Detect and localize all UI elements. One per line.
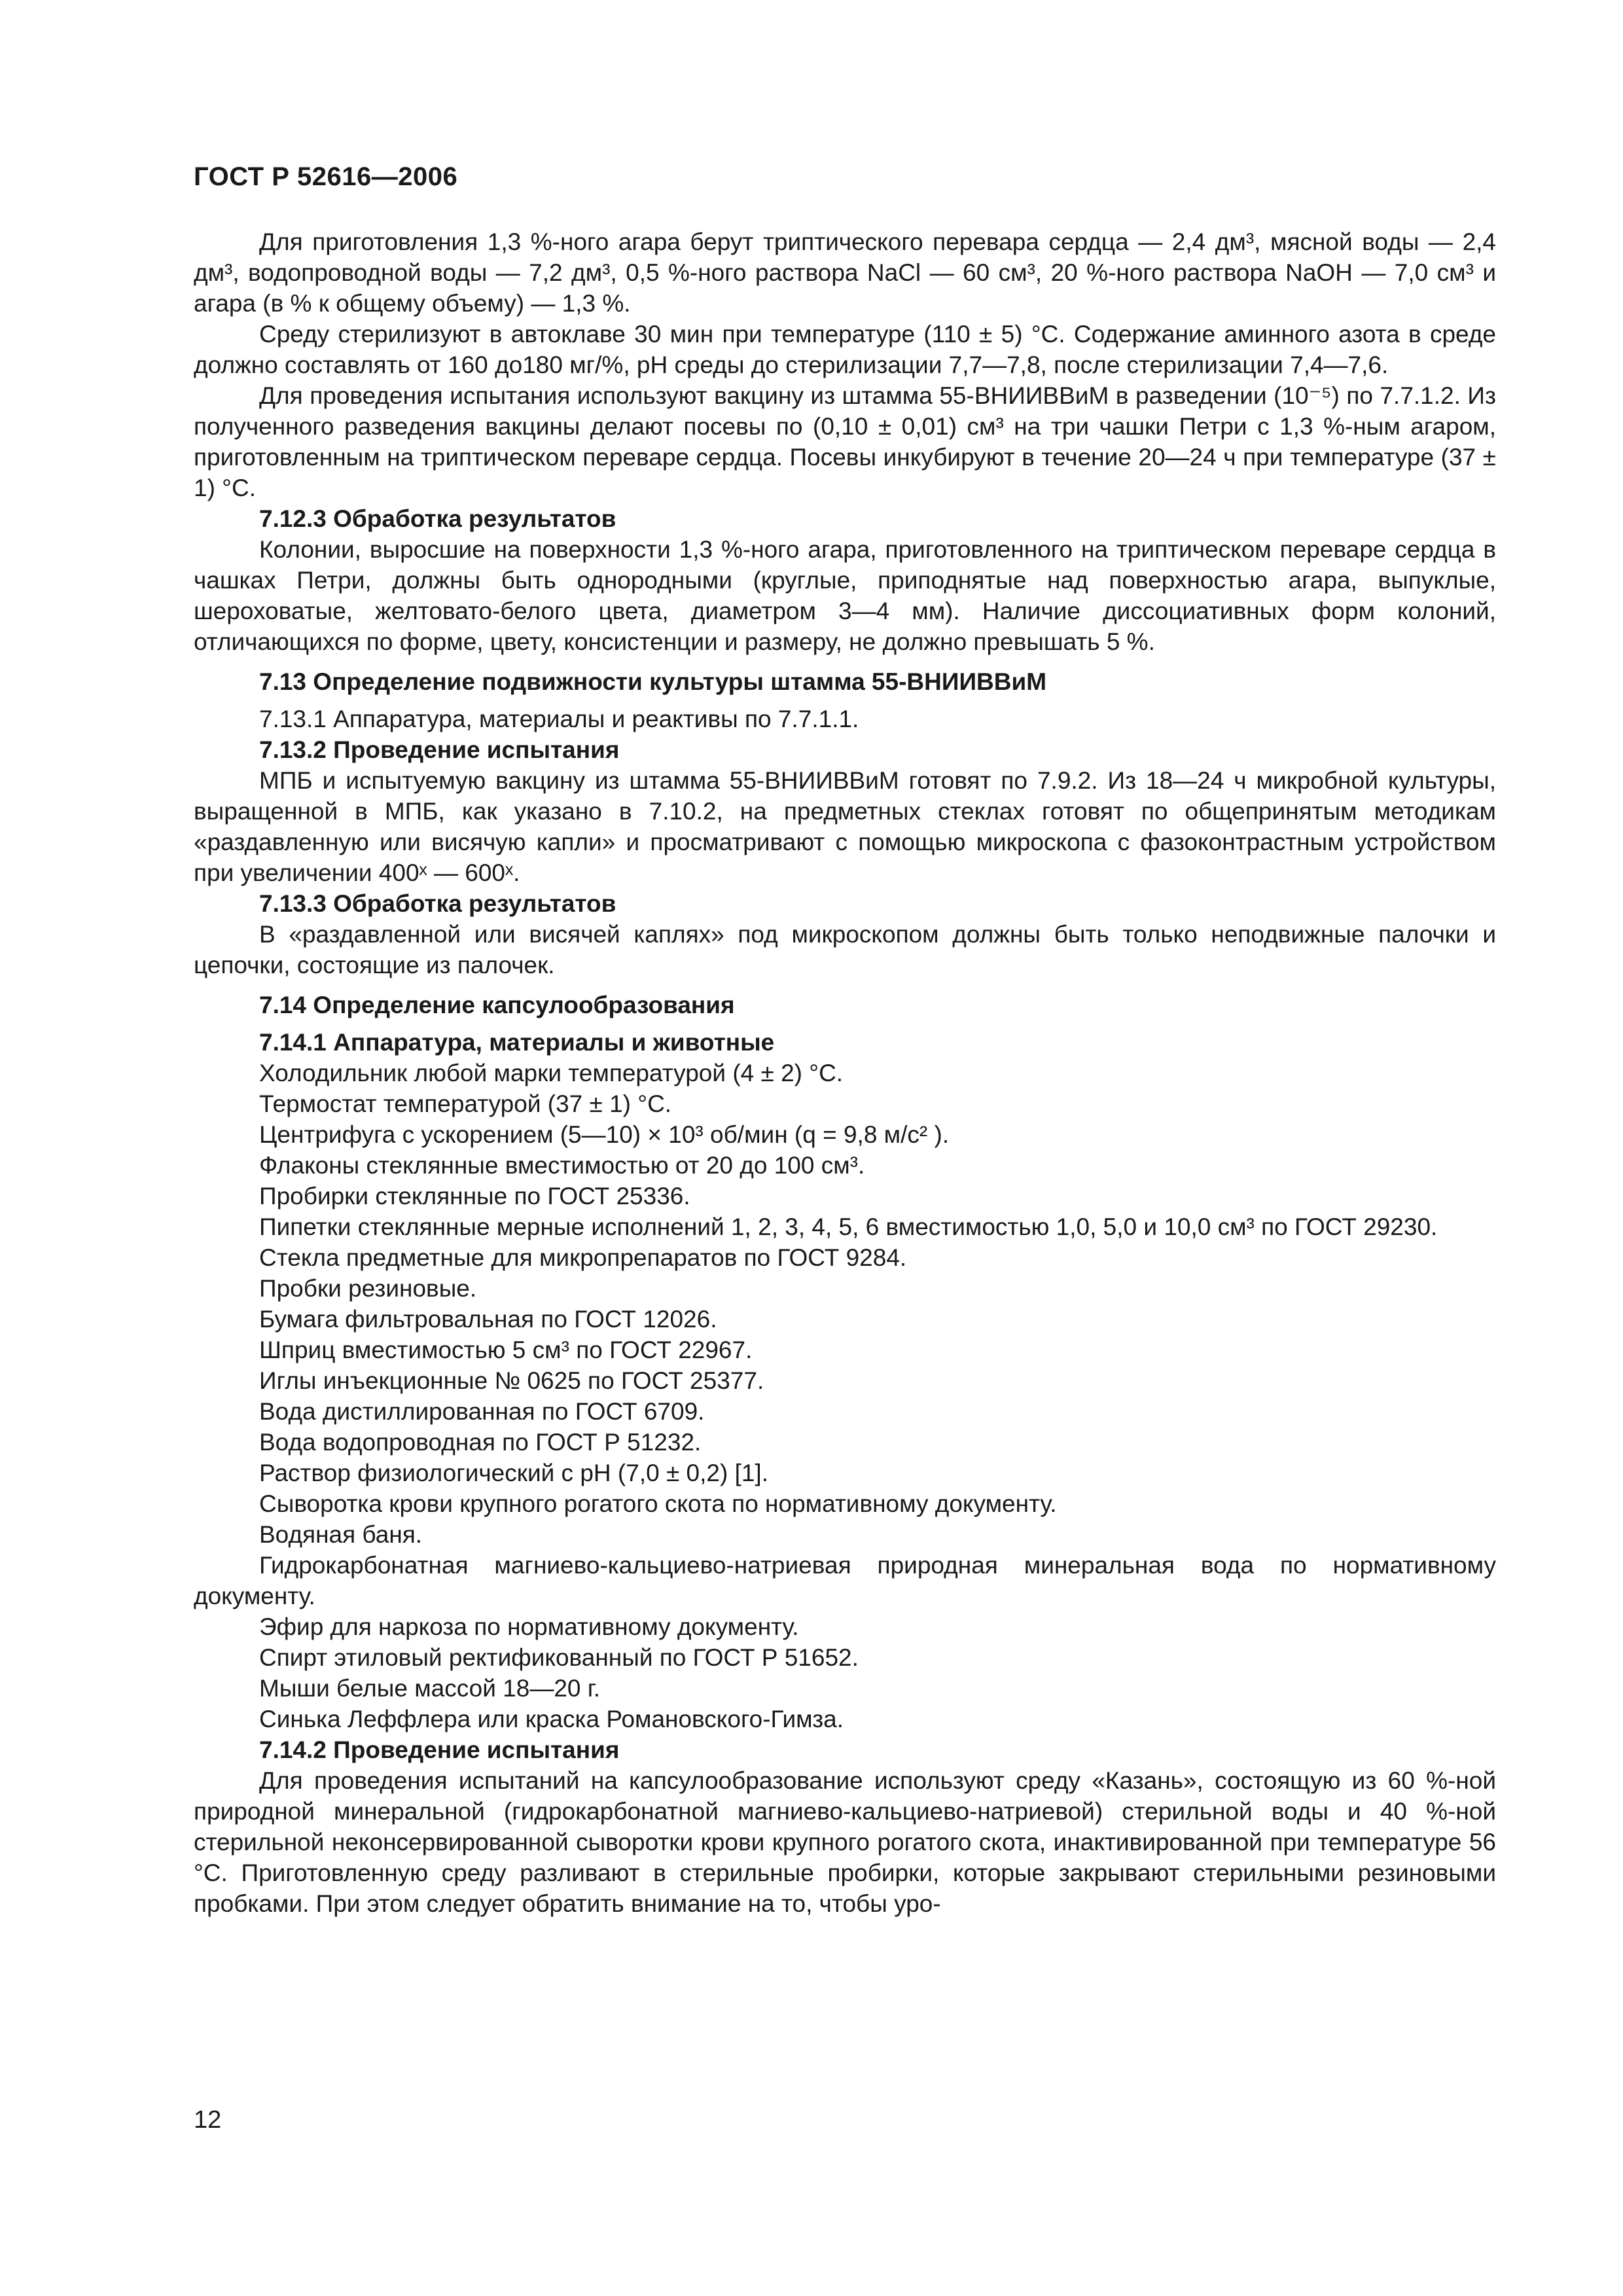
body-paragraph: Термостат температурой (37 ± 1) °С. [259, 1090, 672, 1117]
body-paragraph: Пробирки стеклянные по ГОСТ 25336. [259, 1183, 690, 1210]
body-paragraph: Холодильник любой марки температурой (4 ± 2) °С. [259, 1060, 844, 1086]
body-paragraph: Сыворотка крови крупного рогатого скота по нормативному документу. [259, 1490, 1057, 1517]
body-paragraph: В «раздавленной или висячей каплях» под микроскопом должны быть только неподвижные палочки и цепочки, состоящие из палочек. [194, 921, 1496, 978]
body-paragraph: Стекла предметные для микропрепаратов по ГОСТ 9284. [259, 1244, 907, 1271]
body-paragraph: Иглы инъекционные № 0625 по ГОСТ 25377. [259, 1367, 764, 1394]
body-paragraph: Мыши белые массой 18—20 г. [259, 1675, 601, 1702]
body-paragraph: Вода дистиллированная по ГОСТ 6709. [259, 1398, 705, 1425]
body-paragraph: Для проведения испытания используют вакцину из штамма 55-ВНИИВВиМ в разведении (10⁻⁵) по 7.7.1.2. Из полученного разведения вакцины делают посевы по (0,10 ± 0,01) см³ на три чашки Петри с 1,3 %-ным агаром, приготовленным на триптическом переваре сердца. Посевы инкубируют в течение 20—24 ч при температуре (37 ± 1) °С. [194, 382, 1496, 501]
subsection-heading: 7.13.2 Проведение испытания [259, 736, 620, 763]
subsection-heading: 7.12.3 Обработка результатов [259, 505, 616, 532]
body-paragraph: Колонии, выросшие на поверхности 1,3 %-ного агара, приготовленного на триптическом переваре сердца в чашках Петри, должны быть однородными (круглые, приподнятые над поверхностью агара, выпуклые, шероховатые, желтовато-белого цвета, диаметром 3—4 мм). Наличие диссоциативных форм колоний, отличающихся по форме, цвету, консистенции и размеру, не должно превышать 5 %. [194, 536, 1496, 655]
body-paragraph: Синька Леффлера или краска Романовского-Гимза. [259, 1706, 844, 1732]
body-paragraph: Раствор физиологический с pH (7,0 ± 0,2) [1]. [259, 1460, 768, 1486]
body-paragraph: Для приготовления 1,3 %-ного агара берут триптического перевара сердца — 2,4 дм³, мясной воды — 2,4 дм³, водопроводной воды — 7,2 дм³, 0,5 %-ного раствора NaCl — 60 см³, 20 %-ного раствора NaOH — 7,0 см³ и агара (в % к общему объему) — 1,3 %. [194, 228, 1496, 317]
subsection-heading: 7.13.3 Обработка результатов [259, 890, 616, 917]
body-paragraph: Среду стерилизуют в автоклаве 30 мин при температуре (110 ± 5) °С. Содержание аминного азота в среде должно составлять от 160 до180 мг/%, pH среды до стерилизации 7,7—7,8, после стерилизации 7,4—7,6. [194, 321, 1496, 378]
body-paragraph: Эфир для наркоза по нормативному документу. [259, 1613, 799, 1640]
body-paragraph: Пробки резиновые. [259, 1275, 477, 1302]
section-heading: 7.13 Определение подвижности культуры штамма 55-ВНИИВВиМ [259, 668, 1047, 695]
subsection-heading: 7.14.1 Аппаратура, материалы и животные [259, 1029, 775, 1056]
body-paragraph: Флаконы стеклянные вместимостью от 20 до 100 см³. [259, 1152, 865, 1179]
subsection-heading: 7.14.2 Проведение испытания [259, 1736, 620, 1763]
section-heading: 7.14 Определение капсулообразования [259, 992, 735, 1018]
body-paragraph: Бумага фильтровальная по ГОСТ 12026. [259, 1306, 717, 1333]
body-paragraph: МПБ и испытуемую вакцину из штамма 55-ВНИИВВиМ готовят по 7.9.2. Из 18—24 ч микробной культуры, выращенной в МПБ, как указано в 7.10.2, на предметных стеклах готовят по общепринятым методикам «раздавленную или висячую капли» и просматривают с помощью микроскопа с фазоконтрастным устройством при увеличении 400ˣ — 600ˣ. [194, 767, 1496, 886]
body-paragraph: Пипетки стеклянные мерные исполнений 1, 2, 3, 4, 5, 6 вместимостью 1,0, 5,0 и 10,0 см³ по ГОСТ 29230. [259, 1213, 1438, 1240]
page-number: 12 [194, 2106, 222, 2134]
body-paragraph: 7.13.1 Аппаратура, материалы и реактивы по 7.7.1.1. [259, 706, 859, 732]
body-paragraph: Спирт этиловый ректификованный по ГОСТ Р 51652. [259, 1644, 859, 1671]
body-paragraph: Вода водопроводная по ГОСТ Р 51232. [259, 1429, 702, 1456]
document-body [194, 226, 1496, 1919]
body-paragraph: Шприц вместимостью 5 см³ по ГОСТ 22967. [259, 1336, 753, 1363]
body-paragraph: Центрифуга с ускорением (5—10) × 10³ об/мин (q = 9,8 м/с² ). [259, 1121, 950, 1148]
body-paragraph: Гидрокарбонатная магниево-кальциево-натриевая природная минеральная вода по нормативному документу. [194, 1552, 1496, 1609]
body-paragraph: Для проведения испытаний на капсулообразование используют среду «Казань», состоящую из 60 %-ной природной минеральной (гидрокарбонатной магниево-кальциево-натриевой) стерильной воды и 40 %-ной стерильной неконсервированной сыворотки крови крупного рогатого скота, инактивированной при температуре 56 °С. Приготовленную среду разливают в стерильные пробирки, которые закрывают стерильными резиновыми пробками. При этом следует обратить внимание на то, чтобы уро- [194, 1767, 1496, 1917]
body-paragraph: Водяная баня. [259, 1521, 423, 1548]
standard-header: ГОСТ Р 52616—2006 [194, 162, 458, 191]
